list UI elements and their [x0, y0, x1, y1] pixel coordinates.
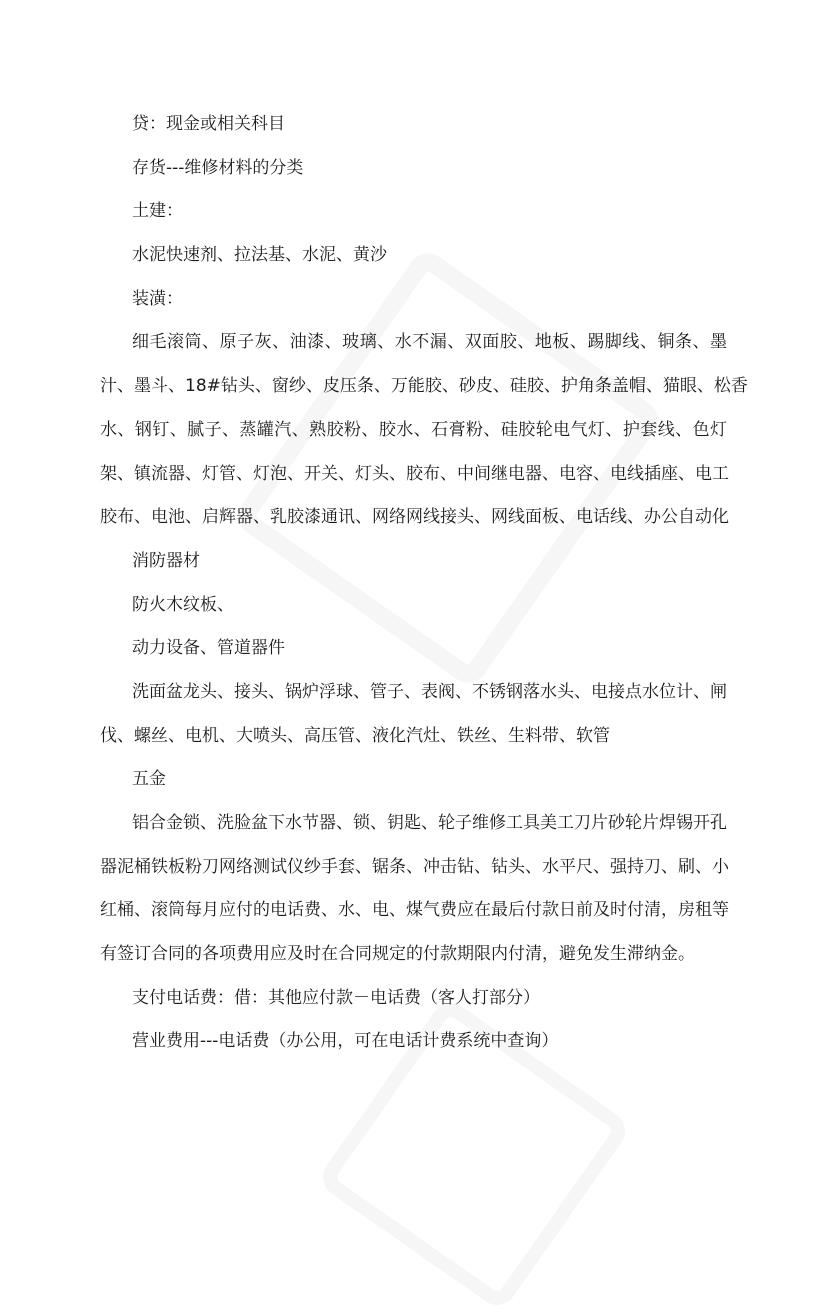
text-line: 营业费用---电话费（办公用，可在电话计费系统中查询） — [132, 1031, 559, 1052]
text-line: 土建： — [132, 201, 183, 222]
text-line: 水、钢钉、腻子、蒸罐汽、熟胶粉、胶水、石膏粉、硅胶轮电气灯、护套线、色灯 — [100, 419, 727, 440]
text-line: 防火木纹板、 — [132, 594, 234, 615]
text-line: 支付电话费：借：其他应付款－电话费（客人打部分） — [132, 987, 540, 1008]
text-line: 存货---维修材料的分类 — [132, 157, 304, 178]
text-line: 伐、螺丝、电机、大喷头、高压管、液化汽灶、铁丝、生料带、软管 — [100, 725, 610, 746]
document-body — [100, 103, 748, 1064]
text-line: 动力设备、管道器件 — [132, 638, 285, 659]
text-line: 汁、墨斗、18#钻头、窗纱、皮压条、万能胶、砂皮、硅胶、护角条盖帽、猫眼、松香 — [100, 376, 748, 397]
text-line: 装潢： — [132, 288, 183, 309]
text-line: 洗面盆龙头、接头、锅炉浮球、管子、表阀、不锈钢落水头、电接点水位计、闸 — [132, 681, 727, 702]
text-line: 水泥快速剂、拉法基、水泥、黄沙 — [132, 245, 387, 266]
text-line: 红桶、滚筒每月应付的电话费、水、电、煤气费应在最后付款日前及时付清，房租等 — [100, 900, 729, 921]
text-line: 贷：现金或相关科目 — [132, 114, 285, 134]
text-line: 器泥桶铁板粉刀网络测试仪纱手套、锯条、冲击钻、钻头、水平尺、强持刀、刷、小 — [100, 856, 729, 877]
text-line: 胶布、电池、启辉器、乳胶漆通讯、网络网线接头、网线面板、电话线、办公自动化 — [100, 507, 729, 528]
text-line: 铝合金锁、洗脸盆下水节器、锁、钥匙、轮子维修工具美工刀片砂轮片焊锡开孔 — [132, 813, 727, 833]
text-line: 消防器材 — [132, 550, 200, 571]
text-line: 架、镇流器、灯管、灯泡、开关、灯头、胶布、中间继电器、电容、电线插座、电工 — [100, 463, 729, 484]
text-line: 细毛滚筒、原子灰、油漆、玻璃、水不漏、双面胶、地板、踢脚线、铜条、墨 — [132, 332, 727, 353]
text-line: 有签订合同的各项费用应及时在合同规定的付款期限内付清，避免发生滞纳金。 — [100, 944, 695, 965]
text-line: 五金 — [132, 769, 166, 790]
